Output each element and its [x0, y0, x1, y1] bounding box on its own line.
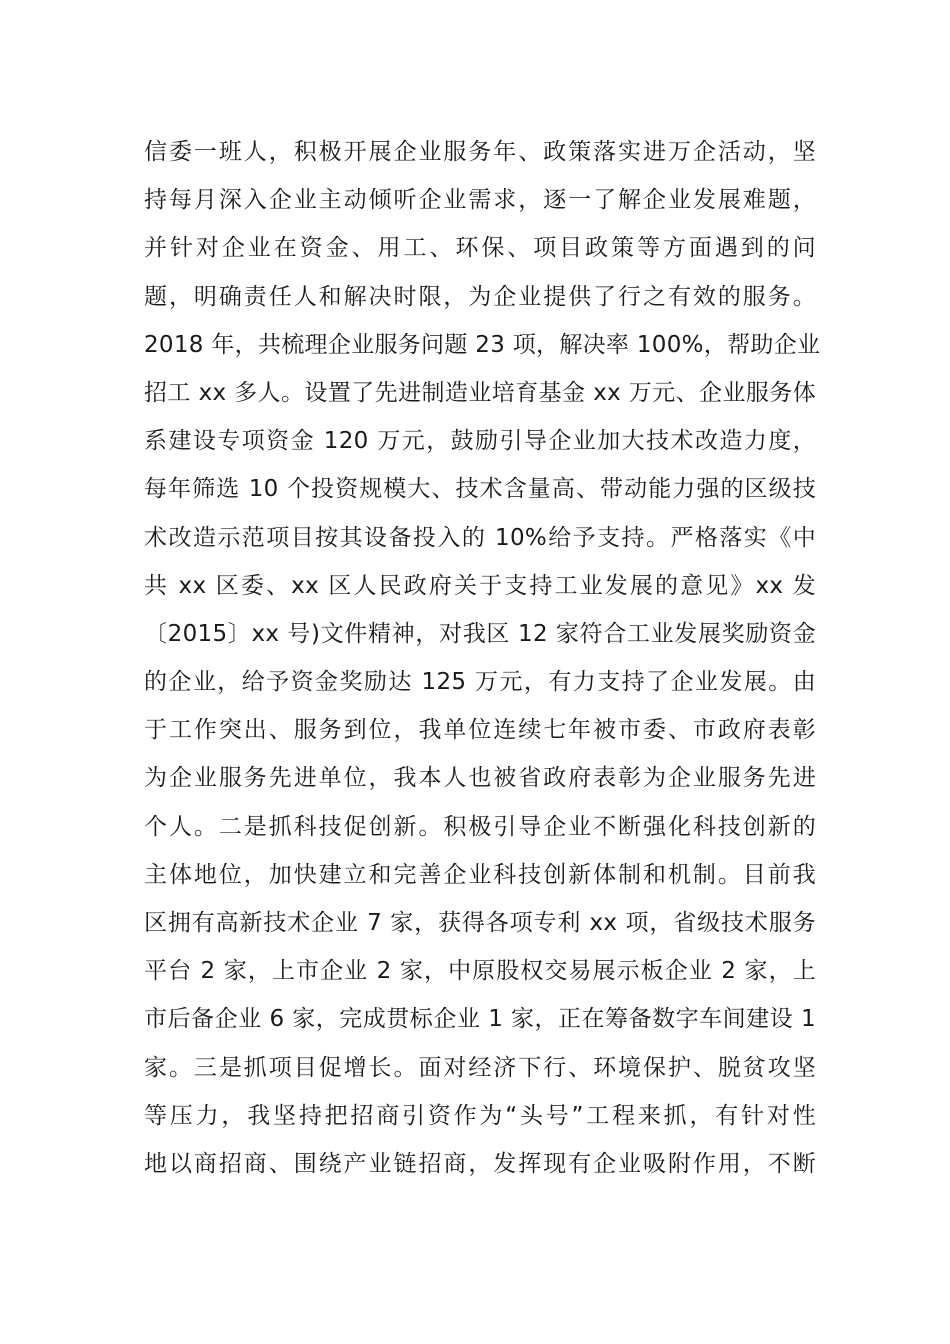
- text-line: 信委一班人，积极开展企业服务年、政策落实进万企活动，坚: [144, 139, 816, 165]
- text-line: 2018 年，共梳理企业服务问题 23 项，解决率 100%，帮助企业: [144, 331, 821, 358]
- text-line: 系建设专项资金 120 万元，鼓励引导企业加大技术改造力度，: [144, 428, 816, 455]
- text-line: 共 xx 区委、xx 区人民政府关于支持工业发展的意见》xx 发: [144, 572, 816, 599]
- text-line: 家。三是抓项目促增长。面对经济下行、环境保护、脱贫攻坚: [144, 1054, 816, 1081]
- text-line: 为企业服务先进单位，我本人也被省政府表彰为企业服务先进: [144, 765, 816, 792]
- text-line: 平台 2 家，上市企业 2 家，中原股权交易展示板企业 2 家，上: [144, 958, 816, 985]
- body-text: [144, 128, 821, 1188]
- text-line: 区拥有高新技术企业 7 家，获得各项专利 xx 项，省级技术服务: [144, 910, 816, 936]
- text-line: 术改造示范项目按其设备投入的 10%给予支持。严格落实《中: [144, 524, 816, 551]
- text-line: 个人。二是抓科技促创新。积极引导企业不断强化科技创新的: [144, 813, 816, 840]
- text-line: 并针对企业在资金、用工、环保、项目政策等方面遇到的问: [144, 235, 816, 262]
- text-line: 每年筛选 10 个投资规模大、技术含量高、带动能力强的区级技: [144, 476, 816, 503]
- text-line: 题，明确责任人和解决时限，为企业提供了行之有效的服务。: [144, 283, 816, 310]
- text-line: 的企业，给予资金奖励达 125 万元，有力支持了企业发展。由: [144, 669, 816, 696]
- text-line: 市后备企业 6 家，完成贯标企业 1 家，正在筹备数字车间建设 1: [144, 1006, 816, 1033]
- text-line: 〔2015〕xx 号)文件精神，对我区 12 家符合工业发展奖励资金: [144, 620, 816, 647]
- text-line: 持每月深入企业主动倾听企业需求，逐一了解企业发展难题，: [144, 187, 816, 214]
- text-line: 于工作突出、服务到位，我单位连续七年被市委、市政府表彰: [144, 717, 816, 744]
- text-line: 主体地位，加快建立和完善企业科技创新体制和机制。目前我: [144, 861, 816, 888]
- text-line: 招工 xx 多人。设置了先进制造业培育基金 xx 万元、企业服务体: [144, 379, 816, 406]
- text-line: 等压力，我坚持把招商引资作为“头号”工程来抓，有针对性: [144, 1102, 816, 1129]
- text-line: 地以商招商、围绕产业链招商，发挥现有企业吸附作用，不断: [144, 1150, 816, 1177]
